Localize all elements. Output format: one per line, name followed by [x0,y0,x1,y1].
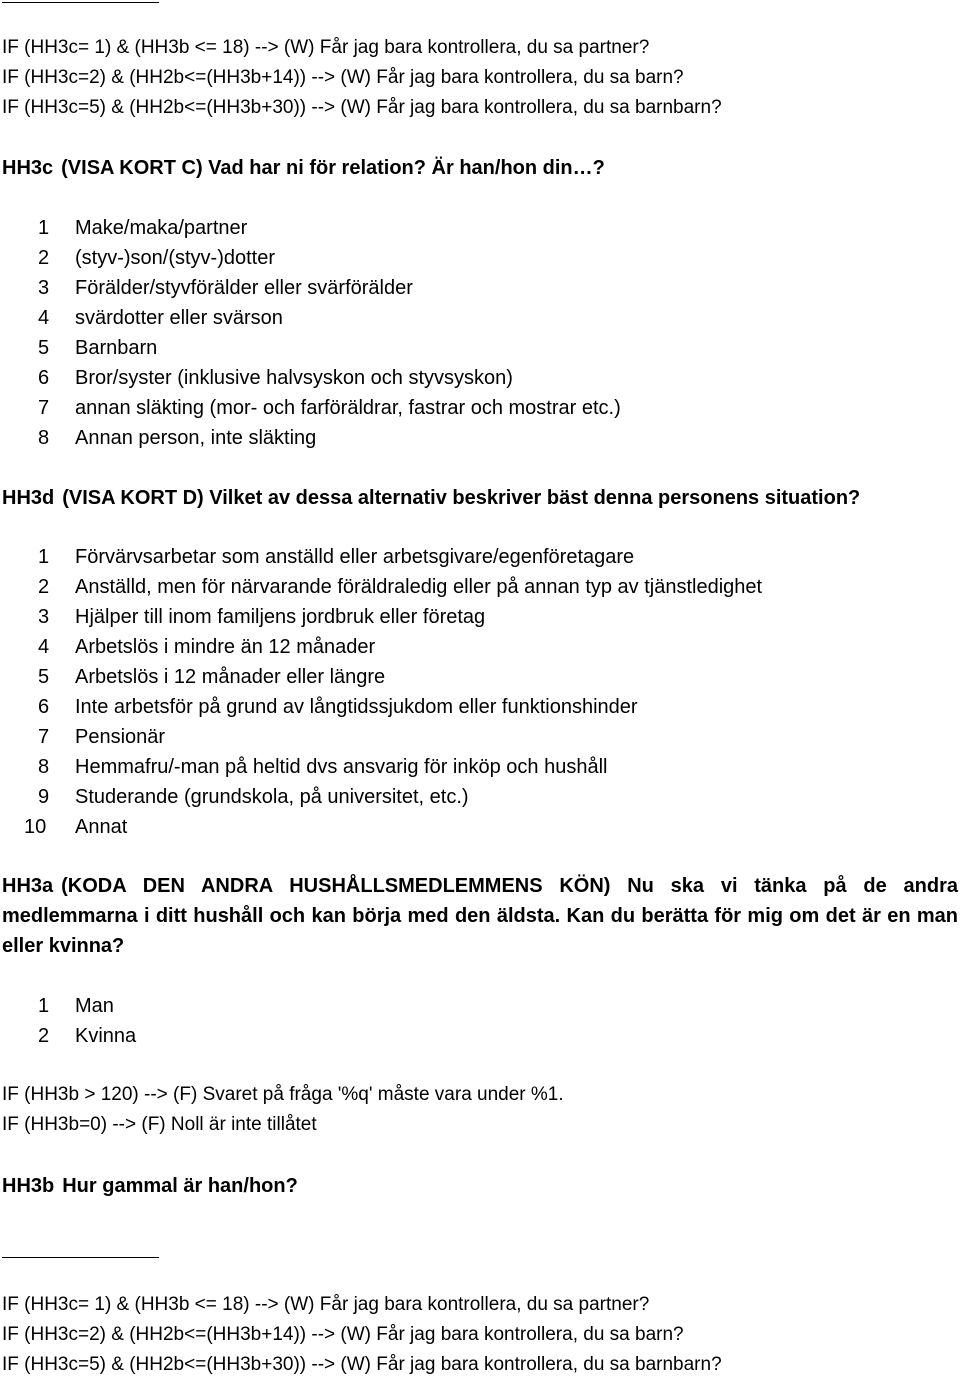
option-item [38,752,607,782]
option-label: Inte arbetsför på grund av långtidssjukdom eller funktionshinder [75,696,638,718]
option-number: 3 [38,277,50,299]
condition-line: IF (HH3b > 120) --> (F) Svaret på fråga '%q' måste vara under %1. [2,1084,564,1105]
option-label: Make/maka/partner [75,217,248,239]
option-number: 4 [38,307,50,329]
option-item [38,213,247,243]
condition-line: IF (HH3c=5) & (HH2b<=(HH3b+30)) --> (W) Får jag bara kontrollera, du sa barnbarn? [2,97,722,118]
option-number: 3 [38,606,50,628]
option-number: 4 [38,636,50,658]
option-item [38,393,621,423]
option-label: Förvärvsarbetar som anställd eller arbetsgivare/egenföretagare [75,546,635,568]
option-item [38,333,157,363]
option-label: Hjälper till inom familjens jordbruk eller företag [75,606,486,628]
option-label: annan släkting (mor- och farföräldrar, fastrar och mostrar etc.) [75,397,621,419]
option-number: 1 [38,546,50,568]
option-number: 6 [38,367,50,389]
option-item [38,572,762,602]
option-number: 7 [38,397,50,419]
question-code: HH3a [2,875,54,897]
condition-line: IF (HH3c= 1) & (HH3b <= 18) --> (W) Får jag bara kontrollera, du sa partner? [2,1294,650,1315]
option-number: 6 [38,696,50,718]
option-label: svärdotter eller svärson [75,307,283,329]
option-item [38,991,114,1021]
option-number: 1 [38,995,50,1017]
option-label: Förälder/styvförälder eller svärförälder [75,277,413,299]
option-number: 2 [38,247,50,269]
option-number: 1 [38,217,50,239]
option-label: Kvinna [75,1025,137,1047]
question-code: HH3d [2,487,55,509]
option-item [38,782,469,812]
condition-line: IF (HH3c=5) & (HH2b<=(HH3b+30)) --> (W) Får jag bara kontrollera, du sa barnbarn? [2,1354,722,1375]
option-label: Studerande (grundskola, på universitet, etc.) [75,786,469,808]
option-item [38,303,283,333]
option-number: 5 [38,666,50,688]
option-number: 10 [24,816,47,838]
option-item [38,363,513,393]
option-item [24,812,128,842]
question-hh3d [2,483,960,513]
option-number: 8 [38,756,50,778]
option-label: Hemmafru/-man på heltid dvs ansvarig för inköp och hushåll [75,756,608,778]
question-code: HH3b [2,1175,55,1197]
option-label: Arbetslös i 12 månader eller längre [75,666,386,688]
option-item [38,722,165,752]
option-number: 8 [38,427,50,449]
condition-line: IF (HH3b=0) --> (F) Noll är inte tillåtet [2,1114,317,1135]
answer-line-top [2,2,159,3]
question-hh3b [2,1171,960,1201]
option-item [38,662,385,692]
option-item [38,243,275,273]
option-item [38,423,316,453]
question-code: HH3c [2,157,54,179]
option-label: Barnbarn [75,337,158,359]
option-label: Arbetslös i mindre än 12 månader [75,636,376,658]
condition-line: IF (HH3c=2) & (HH2b<=(HH3b+14)) --> (W) Får jag bara kontrollera, du sa barn? [2,67,684,88]
option-label: (styv-)son/(styv-)dotter [75,247,276,269]
option-item [38,1021,136,1051]
option-number: 5 [38,337,50,359]
answer-line [2,1257,159,1258]
condition-line: IF (HH3c= 1) & (HH3b <= 18) --> (W) Får jag bara kontrollera, du sa partner? [2,37,650,58]
question-text: (VISA KORT C) Vad har ni för relation? Är han/hon din…? [61,157,605,179]
option-number: 7 [38,726,50,748]
question-text: (KODA DEN ANDRA HUSHÅLLSMEDLEMMENS KÖN) Nu ska vi tänka på de andra medlemmarna i ditt hushåll och kan börja med den äldsta. Kan du berätta för mig om det är en man eller kvinna? [2,875,958,957]
option-label: Annan person, inte släkting [75,427,317,449]
option-label: Man [75,995,114,1017]
option-item [38,602,485,632]
option-label: Anställd, men för närvarande föräldraledig eller på annan typ av tjänstledighet [75,576,763,598]
question-hh3a [2,871,958,961]
option-label: Bror/syster (inklusive halvsyskon och styvsyskon) [75,367,513,389]
option-number: 9 [38,786,50,808]
option-label: Pensionär [75,726,166,748]
option-item [38,273,413,303]
option-number: 2 [38,576,50,598]
option-item [38,542,634,572]
option-item [38,632,375,662]
question-text: Hur gammal är han/hon? [62,1175,298,1197]
condition-line: IF (HH3c=2) & (HH2b<=(HH3b+14)) --> (W) Får jag bara kontrollera, du sa barn? [2,1324,684,1345]
option-item [38,692,638,722]
question-hh3c [2,153,960,183]
option-label: Annat [75,816,128,838]
question-text: (VISA KORT D) Vilket av dessa alternativ beskriver bäst denna personens situation? [62,487,861,509]
option-number: 2 [38,1025,50,1047]
